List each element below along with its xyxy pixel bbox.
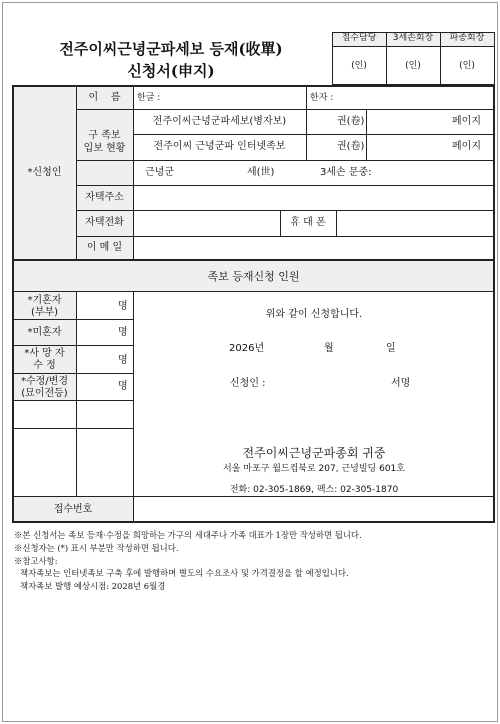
receipt-number-label: 접수번호 [53, 504, 93, 515]
row-change-label-2: (묘이전등) [21, 388, 68, 399]
sign-field[interactable]: 서명 [391, 378, 411, 389]
mobile-label: 휴 대 폰 [290, 217, 326, 228]
history-page-2[interactable]: 페이지 [452, 141, 481, 152]
date-day[interactable]: 일 [386, 343, 396, 354]
email-label: 이 메 일 [86, 242, 123, 253]
history-label-2: 입보 현황 [83, 143, 126, 154]
note-3: ※참고사항: [14, 556, 58, 566]
row-married-label-2: (부부) [30, 307, 59, 318]
approval-seal-1[interactable]: (인) [351, 61, 367, 71]
recipient-text: 전주이씨근녕군파종회 귀중 [242, 446, 386, 460]
history-page-1[interactable]: 페이지 [452, 116, 481, 127]
mobile-field[interactable] [337, 211, 493, 236]
row-deceased-label-2: 수 정 [33, 360, 56, 371]
row-married-unit[interactable]: 명 [118, 301, 128, 312]
approval-seal-2[interactable]: (인) [405, 61, 421, 71]
name-label: 이 름 [88, 92, 121, 103]
row-married-label-1: *기혼자 [27, 295, 62, 306]
applicant-section-label: *신청인 [27, 167, 62, 178]
org-address: 서울 마포구 월드컵북로 207, 근녕빌딩 601호 [223, 464, 405, 474]
hanja-name-field[interactable]: 한자 : [310, 93, 334, 103]
form-title-line1: 전주이씨근녕군파세보 등재(收單) [59, 40, 283, 58]
row-single-label-1: *미혼자 [27, 327, 62, 338]
home-phone-field[interactable] [134, 211, 280, 236]
registration-section-title: 족보 등재신청 인원 [207, 270, 300, 283]
date-month[interactable]: 월 [324, 343, 334, 354]
note-2: ※신청자는 (*) 표시 부분만 작성하면 됩니다. [14, 543, 179, 553]
form-title-line2: 신청서(申지) [127, 62, 215, 80]
address-label: 자택주소 [85, 192, 124, 203]
row-single-unit[interactable]: 명 [118, 327, 128, 338]
row-deceased-unit[interactable]: 명 [118, 355, 128, 366]
row-change-label-1: *수정/변경 [20, 376, 68, 387]
org-contact: 전화: 02-305-1869, 팩스: 02-305-1870 [229, 485, 399, 495]
date-year: 2026년 [229, 343, 265, 354]
lineage-name: 근녕군 [145, 167, 174, 178]
korean-name-field[interactable]: 한글 : [137, 93, 161, 103]
address-field[interactable] [134, 186, 493, 210]
history-book-1: 전주이씨근녕군파세보(병자보) [152, 116, 287, 127]
statement-text: 위와 같이 신청합니다. [265, 309, 363, 320]
email-field[interactable] [134, 237, 493, 259]
history-volume-2[interactable]: 권(卷) [337, 141, 365, 152]
home-phone-label: 자택전화 [85, 217, 124, 228]
approval-seal-3[interactable]: (인) [459, 61, 475, 71]
note-1: ※본 신청서는 족보 등재·수정을 희망하는 가구의 세대주나 가족 대표가 1장만 작성하면 됩니다. [14, 530, 362, 540]
note-4: 책자족보는 인터넷족보 구축 후에 발행하며 별도의 수요조사 및 가격결정을 할 예정입니다. [20, 568, 349, 578]
history-volume-1[interactable]: 권(卷) [337, 116, 365, 127]
row-change-unit[interactable]: 명 [118, 381, 128, 392]
row-deceased-label-1: *사 망 자 [24, 348, 65, 359]
generation-field[interactable]: 세(世) [247, 167, 275, 178]
third-gen-field[interactable]: 3세손 문중: [320, 167, 372, 178]
approval-header-gen-chair: 3세손회장 [392, 33, 434, 43]
applicant-sign-label: 신청인 : [230, 378, 266, 389]
receipt-number-field[interactable] [134, 497, 493, 521]
approval-header-receipt: 접수담당 [341, 33, 377, 43]
note-5: 책자족보 발행 예상시점: 2028년 6월경 [20, 581, 166, 591]
history-book-2: 전주이씨 근녕군파 인터넷족보 [153, 141, 286, 152]
approval-header-clan-chair: 파종회장 [449, 33, 485, 43]
history-label-1: 구 족보 [88, 130, 121, 141]
